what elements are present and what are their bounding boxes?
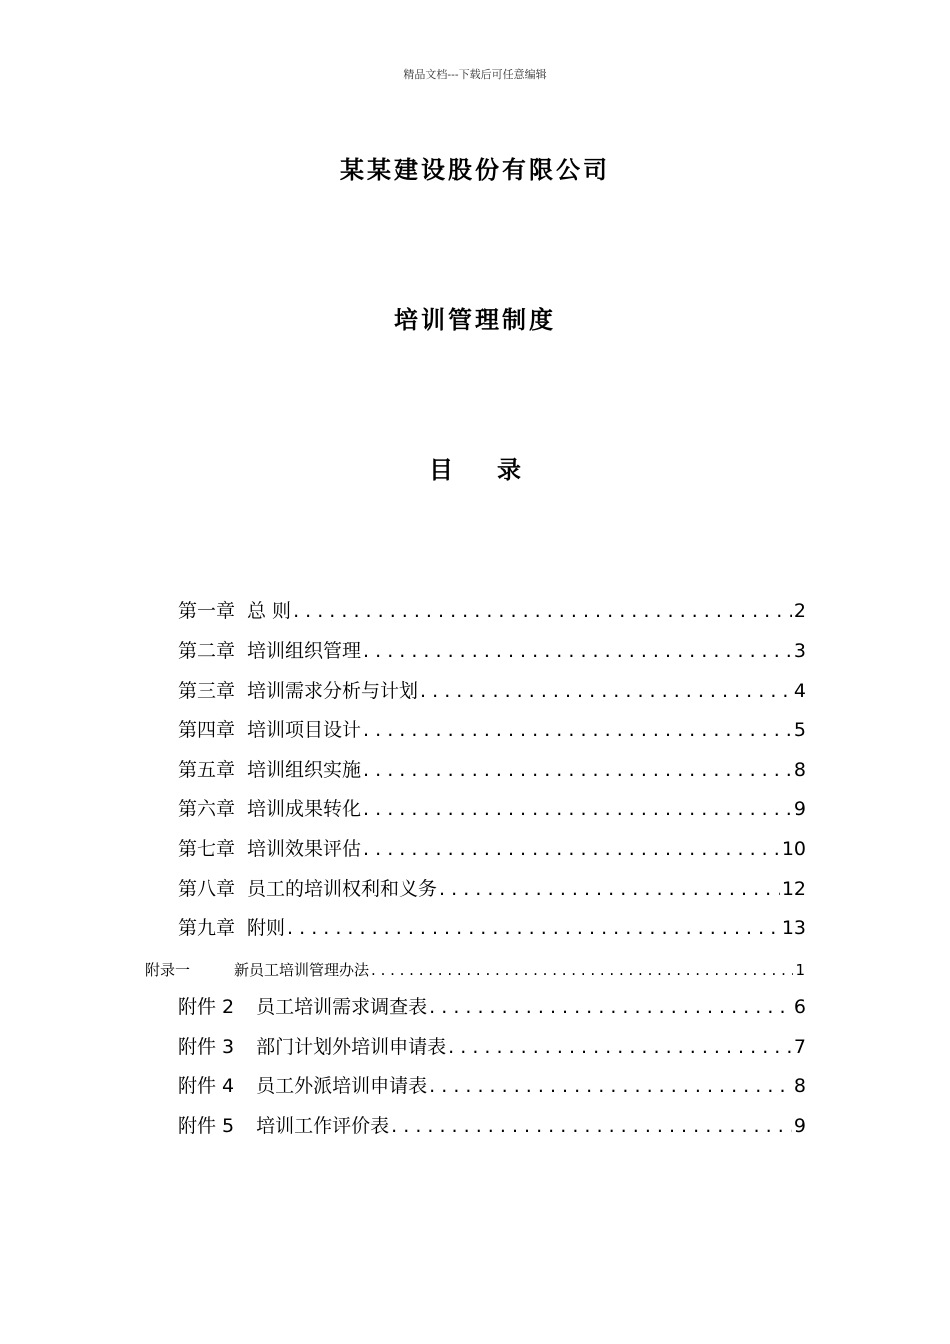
toc-heading-char-1: 目	[429, 456, 453, 484]
toc-leader-dots	[439, 878, 780, 900]
company-name: 某某建设股份有限公司	[340, 156, 610, 184]
toc-entry-number: 第七章	[178, 838, 236, 860]
toc-entry-number: 第二章	[178, 640, 236, 662]
toc-entry-page: 9	[793, 798, 806, 820]
toc-entry-number: 第五章	[178, 759, 236, 781]
toc-entry[interactable]	[178, 755, 806, 783]
toc-entry-page: 8	[793, 759, 806, 781]
toc-leader-dots	[363, 719, 792, 741]
toc-leader-dots	[363, 640, 792, 662]
toc-entry[interactable]	[178, 794, 806, 822]
toc-entry-page: 4	[793, 680, 806, 702]
toc-heading-char-2: 录	[497, 456, 521, 484]
toc-entry-attachment[interactable]	[178, 1111, 806, 1139]
toc-entry[interactable]	[178, 834, 806, 862]
toc-entry-title: 培训组织实施	[247, 759, 362, 781]
toc-entry-number: 附录一	[145, 961, 191, 979]
toc-entry-number: 附件 5	[178, 1115, 235, 1137]
toc-entry-page: 12	[781, 878, 806, 900]
toc-entry-page: 7	[793, 1036, 806, 1058]
toc-entry-number: 第六章	[178, 798, 236, 820]
toc-leader-dots	[420, 680, 792, 702]
toc-leader-dots	[363, 759, 792, 781]
toc-entry-page: 8	[793, 1075, 806, 1097]
toc-entry-title: 培训成果转化	[247, 798, 362, 820]
document-title: 培训管理制度	[394, 306, 556, 334]
toc-leader-dots	[371, 961, 793, 979]
toc-leader-dots	[363, 838, 780, 860]
toc-entry-number: 第八章	[178, 878, 236, 900]
toc-entry-page: 6	[793, 996, 806, 1018]
toc-entry-number: 第一章	[178, 600, 236, 622]
toc-entry-number: 附件 3	[178, 1036, 235, 1058]
toc-entry-title: 培训工作评价表	[256, 1115, 390, 1137]
toc-leader-dots	[448, 1036, 792, 1058]
toc-entry-attachment[interactable]	[178, 992, 806, 1020]
toc-leader-dots	[287, 917, 780, 939]
toc-leader-dots	[391, 1115, 792, 1137]
toc-leader-dots	[429, 1075, 792, 1097]
toc-entry-title: 新员工培训管理办法	[234, 961, 370, 979]
toc-entry-number: 附件 4	[178, 1075, 235, 1097]
toc-entry[interactable]	[178, 676, 806, 704]
toc-entry[interactable]	[178, 913, 806, 941]
toc-entry-page: 1	[795, 961, 805, 979]
toc-entry-page: 10	[781, 838, 806, 860]
toc-entry-title: 员工外派培训申请表	[256, 1075, 428, 1097]
toc-leader-dots	[429, 996, 792, 1018]
toc-heading	[0, 450, 950, 485]
toc-entry-number: 第三章	[178, 680, 236, 702]
toc-entry-title: 附则	[247, 917, 286, 939]
toc-entry-title: 部门计划外培训申请表	[256, 1036, 447, 1058]
toc-entry-title: 员工的培训权利和义务	[247, 878, 438, 900]
toc-entry-number: 第四章	[178, 719, 236, 741]
toc-entry-page: 3	[793, 640, 806, 662]
toc-entry-attachment[interactable]	[178, 1071, 806, 1099]
toc-entry-title: 培训项目设计	[247, 719, 362, 741]
toc-entry-page: 9	[793, 1115, 806, 1137]
toc-entry-page: 2	[793, 600, 806, 622]
toc-entry-title: 培训效果评估	[247, 838, 362, 860]
toc-entry-appendix[interactable]	[145, 959, 805, 983]
toc-entry-page: 13	[781, 917, 806, 939]
toc-leader-dots	[293, 600, 792, 622]
toc-entry-title: 员工培训需求调查表	[256, 996, 428, 1018]
toc-entry-number: 附件 2	[178, 996, 235, 1018]
toc-entry-title: 培训组织管理	[247, 640, 362, 662]
toc-entry-title: 培训需求分析与计划	[247, 680, 419, 702]
toc-entry-title: 总 则	[247, 600, 292, 622]
toc-entry[interactable]	[178, 715, 806, 743]
toc-entry-attachment[interactable]	[178, 1032, 806, 1060]
toc-entry[interactable]	[178, 636, 806, 664]
toc-entry[interactable]	[178, 596, 806, 624]
toc-entry-page: 5	[793, 719, 806, 741]
toc-entry-number: 第九章	[178, 917, 236, 939]
toc-entry[interactable]	[178, 874, 806, 902]
toc-leader-dots	[363, 798, 792, 820]
header-note: 精品文档---下载后可任意编辑	[403, 68, 547, 81]
